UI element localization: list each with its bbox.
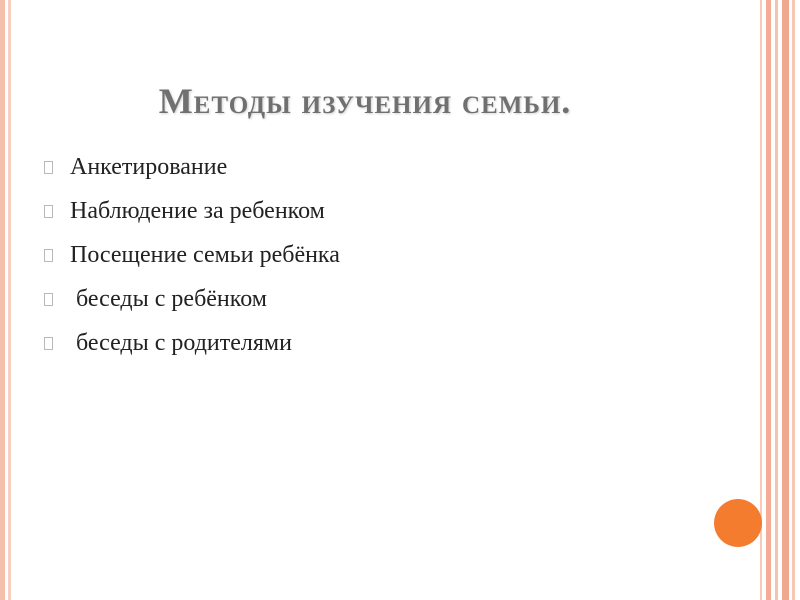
orange-circle-decoration [714, 499, 762, 547]
right-decorative-stripe [775, 0, 778, 600]
right-decorative-stripe [766, 0, 771, 600]
hollow-square-icon [44, 161, 53, 174]
hollow-square-icon [44, 249, 53, 262]
bullet-item [44, 189, 340, 233]
bullet-item [44, 233, 340, 277]
hollow-square-icon [44, 205, 53, 218]
right-decorative-stripe [792, 0, 795, 600]
bullet-text: беседы с ребёнком [70, 285, 267, 312]
bullet-text: Анкетирование [70, 153, 228, 180]
right-decorative-stripe [760, 0, 762, 600]
bullet-item [44, 321, 340, 365]
bullet-list [44, 145, 340, 365]
bullet-text: Наблюдение за ребенком [70, 197, 325, 224]
bullet-text: беседы с родителями [70, 329, 292, 356]
right-decorative-stripe [782, 0, 789, 600]
hollow-square-icon [44, 337, 53, 350]
bullet-item [44, 277, 340, 321]
bullet-item [44, 145, 340, 189]
bullet-text: Посещение семьи ребёнка [70, 241, 340, 268]
slide-title: Методы изучения семьи. [158, 81, 572, 121]
hollow-square-icon [44, 293, 53, 306]
